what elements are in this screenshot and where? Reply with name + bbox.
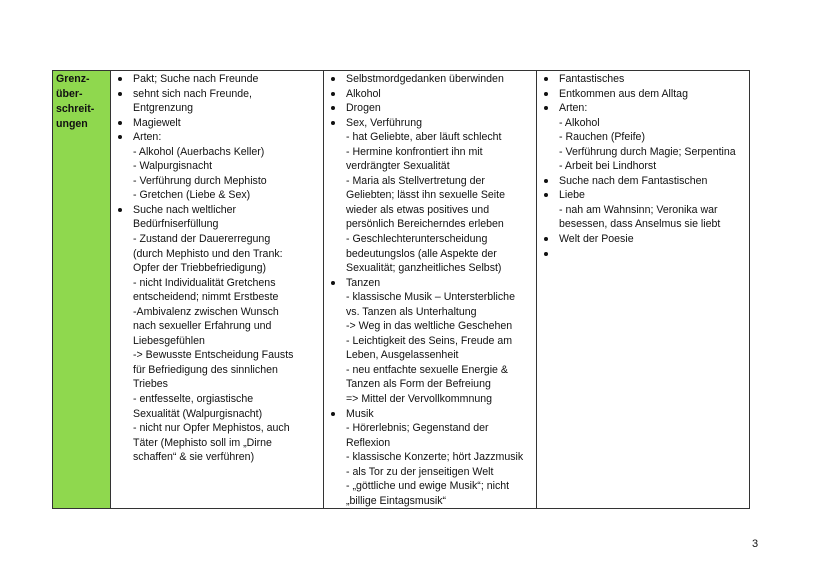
list-item-detail-line: - Hörerlebnis; Gegenstand der bbox=[346, 422, 489, 435]
list-item-heading bbox=[559, 248, 562, 260]
list-item-detail-line: - Maria als Stellvertretung der bbox=[346, 174, 485, 187]
list-item-detail-line: - nicht Individualität Gretchens bbox=[133, 276, 276, 289]
list-item-heading: Selbstmordgedanken überwinden bbox=[346, 73, 504, 85]
bullet-list bbox=[541, 72, 745, 261]
column-steppenwolf bbox=[324, 71, 537, 509]
list-item-detail-line: Reflexion bbox=[346, 436, 391, 449]
list-item bbox=[541, 72, 745, 87]
list-item bbox=[115, 116, 319, 131]
list-item bbox=[328, 72, 532, 87]
list-item-detail-line: Tanzen als Form der Befreiung bbox=[346, 378, 491, 391]
list-item-detail-line: Liebesgefühlen bbox=[133, 334, 205, 347]
list-item-detail-line: - Leichtigkeit des Seins, Freude am bbox=[346, 334, 513, 347]
list-item-detail-line: Sexualität (Walpurgisnacht) bbox=[133, 407, 263, 420]
list-item-detail-line: - Alkohol (Auerbachs Keller) bbox=[133, 145, 265, 158]
list-item-detail-line: - entfesselte, orgiastische bbox=[133, 393, 254, 406]
list-item-detail-line: Opfer der Triebbefriedigung) bbox=[133, 262, 267, 275]
list-item-detail-line: vs. Tanzen als Unterhaltung bbox=[346, 305, 477, 318]
list-item-detail-line: nach sexueller Erfahrung und bbox=[133, 320, 272, 333]
list-item-detail-line: - als Tor zu der jenseitigen Welt bbox=[346, 465, 494, 478]
list-item-detail-line: => Mittel der Vervollkommnung bbox=[346, 393, 493, 406]
list-item-heading: Entkommen aus dem Alltag bbox=[559, 87, 688, 100]
list-item-heading: Sex, Verführung bbox=[346, 116, 422, 129]
list-item-detail-line: - Rauchen (Pfeife) bbox=[559, 131, 645, 144]
list-item-heading: sehnt sich nach Freunde, bbox=[133, 87, 252, 100]
row-label-line: schreit- bbox=[56, 103, 95, 115]
page-number: 3 bbox=[752, 538, 759, 550]
list-item-detail-line: - Arbeit bei Lindhorst bbox=[559, 160, 657, 173]
list-item bbox=[115, 72, 319, 87]
bullet-list bbox=[115, 72, 319, 465]
list-item-detail-line: - Verführung durch Mephisto bbox=[133, 174, 267, 187]
list-item-heading: Liebe bbox=[559, 189, 585, 202]
list-item-detail-line: - Hermine konfrontiert ihn mit bbox=[346, 145, 483, 158]
list-item-detail-line: Leben, Ausgelassenheit bbox=[346, 349, 459, 362]
list-item-detail-line: verdrängter Sexualität bbox=[346, 160, 450, 173]
table-row bbox=[53, 71, 750, 509]
list-item bbox=[115, 130, 319, 203]
list-item bbox=[541, 174, 745, 189]
list-item-heading: Suche nach weltlicher bbox=[133, 203, 237, 216]
list-item-detail-line: bedeutungslos (alle Aspekte der bbox=[346, 247, 497, 260]
list-item-heading: Welt der Poesie bbox=[559, 233, 634, 246]
list-item-heading: Fantastisches bbox=[559, 73, 625, 85]
row-label-line: ungen bbox=[56, 118, 88, 130]
bullet-list bbox=[328, 72, 532, 508]
list-item-detail-line: -Ambivalenz zwischen Wunsch bbox=[133, 305, 279, 318]
list-item-detail-line: - klassische Konzerte; hört Jazzmusik bbox=[346, 451, 524, 464]
list-item bbox=[115, 203, 319, 465]
list-item-detail-line: -> Bewusste Entscheidung Fausts bbox=[133, 349, 294, 362]
list-item-heading: Suche nach dem Fantastischen bbox=[559, 174, 708, 187]
list-item-heading: Alkohol bbox=[346, 87, 381, 100]
list-item-detail-line: entscheidend; nimmt Erstbeste bbox=[133, 291, 279, 304]
list-item-detail-line: - nah am Wahnsinn; Veronika war bbox=[559, 203, 718, 216]
list-item-detail-line: - hat Geliebte, aber läuft schlecht bbox=[346, 131, 502, 144]
list-item-detail-line: - Geschlechterunterscheidung bbox=[346, 233, 488, 246]
list-item-detail-line: „billige Eintagsmusik“ bbox=[346, 494, 447, 507]
list-item-heading: Musik bbox=[346, 407, 374, 420]
list-item-detail-line: persönlich Bereicherndes erleben bbox=[346, 218, 504, 231]
list-item-detail-line: besessen, dass Anselmus sie liebt bbox=[559, 218, 721, 231]
list-item bbox=[328, 276, 532, 407]
list-item bbox=[328, 101, 532, 116]
list-item-detail-line: wieder als etwas positives und bbox=[346, 203, 490, 216]
list-item-detail-line: für Befriedigung des sinnlichen bbox=[133, 363, 278, 376]
row-label-cell bbox=[53, 71, 111, 509]
list-item-heading: Arten: bbox=[559, 102, 588, 115]
list-item-detail-line: - Alkohol bbox=[559, 116, 600, 129]
list-item-detail-line: (durch Mephisto und den Trank: bbox=[133, 247, 283, 260]
list-item bbox=[328, 87, 532, 102]
column-faust bbox=[111, 71, 324, 509]
list-item-detail-line: - neu entfachte sexuelle Energie & bbox=[346, 363, 508, 376]
list-item-detail-line: - nicht nur Opfer Mephistos, auch bbox=[133, 422, 290, 435]
list-item bbox=[541, 87, 745, 102]
list-item bbox=[328, 407, 532, 509]
list-item bbox=[541, 232, 745, 247]
list-item bbox=[328, 116, 532, 276]
list-item-detail-line: schaffen“ & sie verführen) bbox=[133, 451, 255, 464]
list-item-detail-line: - Gretchen (Liebe & Sex) bbox=[133, 189, 251, 202]
list-item-detail-line: Sexualität; ganzheitliches Selbst) bbox=[346, 262, 502, 275]
list-item bbox=[541, 188, 745, 232]
list-item-detail-line: - Verführung durch Magie; Serpentina bbox=[559, 145, 736, 158]
list-item-detail-line: Entgrenzung bbox=[133, 102, 194, 115]
list-item-heading: Arten: bbox=[133, 131, 162, 144]
list-item-heading: Drogen bbox=[346, 102, 381, 115]
list-item-detail-line: - Zustand der Dauererregung bbox=[133, 233, 271, 246]
list-item-heading: Tanzen bbox=[346, 276, 381, 289]
list-item bbox=[541, 101, 745, 174]
list-item bbox=[541, 247, 745, 262]
list-item bbox=[115, 87, 319, 116]
row-label-line: über- bbox=[56, 88, 83, 100]
list-item-detail-line: -> Weg in das weltliche Geschehen bbox=[346, 320, 513, 333]
comparison-table bbox=[52, 70, 750, 509]
row-label-line: Grenz- bbox=[56, 73, 90, 85]
list-item-detail-line: Geliebten; lässt ihn sexuelle Seite bbox=[346, 189, 505, 202]
list-item-detail-line: - klassische Musik – Untersterbliche bbox=[346, 291, 515, 304]
list-item-detail-line: Triebes bbox=[133, 378, 168, 391]
list-item-detail-line: - Walpurgisnacht bbox=[133, 160, 213, 173]
list-item-heading: Magiewelt bbox=[133, 116, 181, 129]
list-item-detail-line: - „göttliche und ewige Musik“; nicht bbox=[346, 480, 510, 493]
list-item-detail-line: Bedürfniserfüllung bbox=[133, 218, 219, 231]
list-item-detail-line: Täter (Mephisto soll im „Dirne bbox=[133, 436, 272, 449]
column-goldner-topf bbox=[537, 71, 750, 509]
list-item-heading: Pakt; Suche nach Freunde bbox=[133, 73, 259, 85]
